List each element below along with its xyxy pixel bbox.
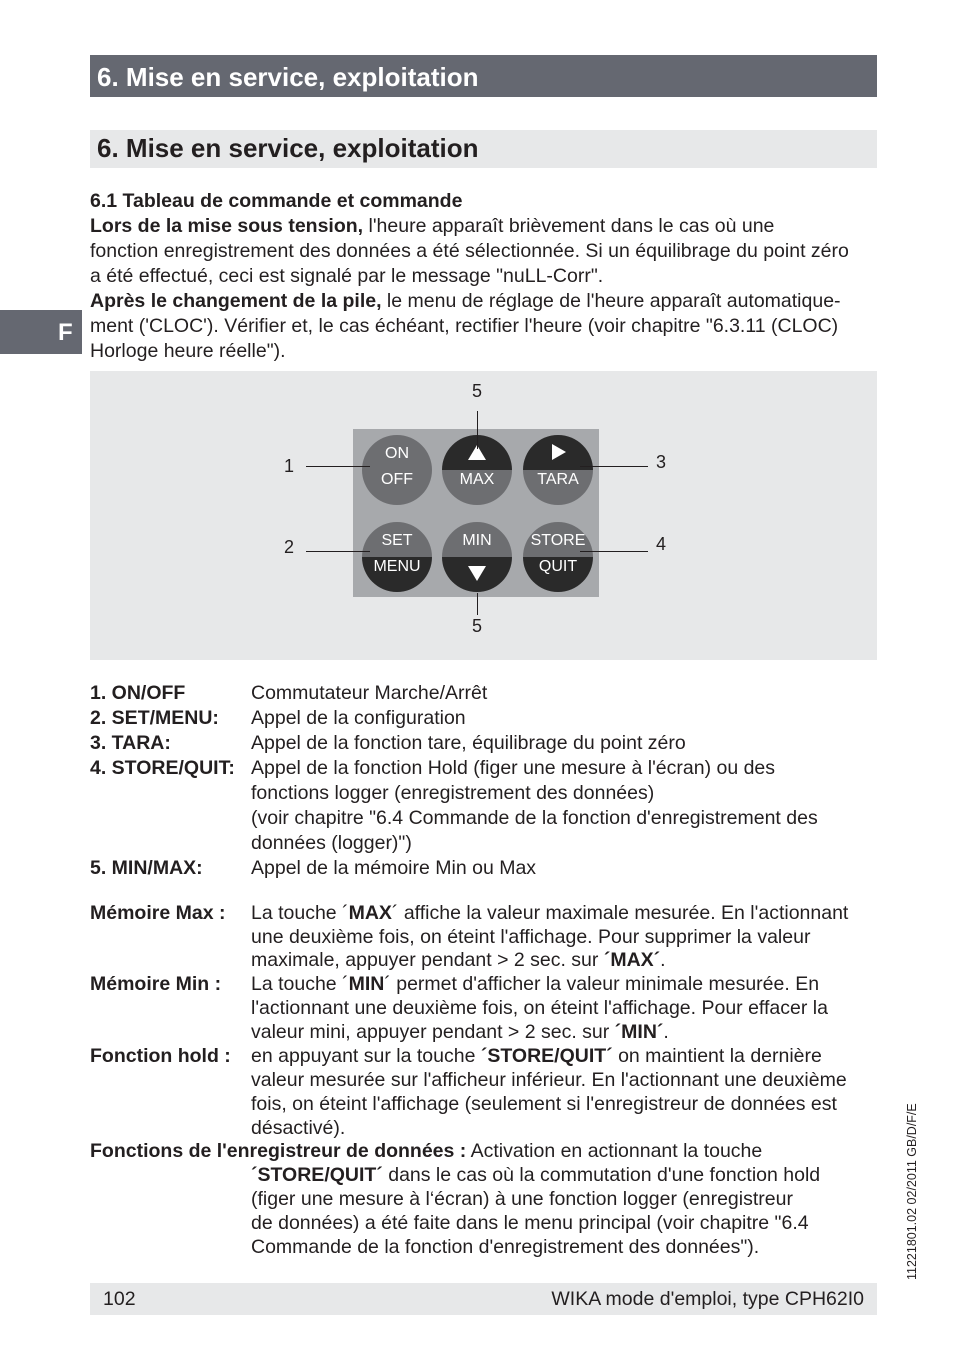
callout-1: 1 [284, 456, 295, 476]
key-list-term: 2. SET/MENU: [90, 707, 219, 729]
key-list-term: 1. ON/OFF [90, 682, 186, 704]
memoire-max-line: maximale, appuyer pendant > 2 sec. sur ´MAX´. [251, 949, 666, 971]
fonction-hold-term: Fonction hold : [90, 1045, 231, 1067]
key-list-description: Appel de la fonction Hold (figer une mesure à l'écran) ou des [251, 757, 776, 779]
store-label: STORE [530, 532, 586, 549]
key-list-description: Commutateur Marche/Arrêt [251, 682, 488, 704]
keypad [353, 429, 599, 597]
set-label: SET [381, 532, 413, 549]
document-code: 11221801.02 02/2011 GB/D/F/E [905, 1103, 919, 1280]
intro-text: l'heure apparaît brièvement dans le cas où une [363, 215, 775, 237]
memoire-max-line: une deuxième fois, on éteint l'affichage. Pour supprimer la valeur [251, 926, 811, 948]
intro-bold: Après le changement de la pile, [90, 290, 382, 312]
intro-line: ment ('CLOC'). Vérifier et, le cas échéant, rectifier l'heure (voir chapitre "6.3.11 (CLOC) [90, 315, 839, 337]
callout-line-4 [580, 551, 648, 552]
set-menu-key [362, 522, 432, 592]
intro-bold: Lors de la mise sous tension, [90, 215, 364, 237]
fonction-hold-line: fois, on éteint l'affichage (seulement si l'enregistreur de données est [251, 1093, 837, 1115]
memoire-min-line: l'actionnant une deuxième fois, on éteint l'affichage. Pour effacer la [251, 997, 828, 1019]
memoire-max-line: La touche ´MAX´ affiche la valeur maximale mesurée. En l'actionnant [251, 902, 849, 924]
intro-line: Horloge heure réelle"). [90, 340, 286, 362]
logger-line: (figer une mesure à l‘écran) à une fonction logger (enregistreur [251, 1188, 793, 1210]
max-label: MAX [459, 471, 495, 488]
footer-title: WIKA mode d'emploi, type CPH62I0 [551, 1288, 864, 1310]
key-list-term: 4. STORE/QUIT: [90, 757, 235, 779]
page-number: 102 [103, 1288, 136, 1310]
menu-label: MENU [373, 558, 421, 575]
callout-line-5-top [477, 411, 478, 449]
subsection-title: 6.1 Tableau de commande et commande [90, 190, 463, 212]
logger-line: Commande de la fonction d'enregistrement des données"). [251, 1236, 760, 1258]
down-arrow-icon [468, 566, 486, 581]
logger-line: de données) a été faite dans le menu principal (voir chapitre "6.4 [251, 1212, 809, 1234]
tara-label: TARA [537, 471, 579, 488]
memoire-min-line: La touche ´MIN´ permet d'afficher la valeur minimale mesurée. En [251, 973, 820, 995]
logger-line: Fonctions de l'enregistreur de données : Activation en actionnant la touche [90, 1140, 763, 1162]
quit-label: QUIT [538, 558, 578, 575]
memoire-max-term: Mémoire Max : [90, 902, 226, 924]
min-label: MIN [462, 532, 492, 549]
fonction-hold-line: en appuyant sur la touche ´STORE/QUIT´ on maintient la dernière [251, 1045, 822, 1067]
intro-line [90, 289, 841, 314]
callout-5-top: 5 [472, 381, 483, 401]
callout-line-2 [306, 551, 370, 552]
callout-3: 3 [656, 452, 667, 472]
key-list-description: Appel de la mémoire Min ou Max [251, 857, 537, 879]
callout-4: 4 [656, 534, 667, 554]
right-arrow-icon [552, 444, 566, 460]
fonction-hold-line: désactivé). [251, 1117, 346, 1139]
tara-key [523, 435, 593, 505]
section-title-band [90, 130, 877, 168]
callout-2: 2 [284, 537, 295, 557]
key-list-term: 5. MIN/MAX: [90, 857, 203, 879]
fonction-hold-line: valeur mesurée sur l'afficheur inférieur. En l'actionnant une deuxième [251, 1069, 847, 1091]
key-list-description: données (logger)") [251, 832, 412, 854]
intro-line [90, 214, 774, 239]
language-tab-label: F [58, 319, 73, 346]
header-band-title: 6. Mise en service, exploitation [97, 62, 479, 92]
min-key [442, 522, 512, 592]
key-list-description: (voir chapitre "6.4 Commande de la fonction d'enregistrement des [251, 807, 818, 829]
key-list-term: 3. TARA: [90, 732, 171, 754]
intro-text: le menu de réglage de l'heure apparaît automatique- [381, 290, 841, 312]
language-tab [0, 310, 82, 354]
intro-line: fonction enregistrement des données a été sélectionnée. Si un équilibrage du point zéro [90, 240, 849, 262]
callout-5-bottom: 5 [472, 616, 483, 636]
section-title: 6. Mise en service, exploitation [97, 133, 479, 163]
intro-line: a été effectué, ceci est signalé par le message "nuLL-Corr". [90, 265, 604, 287]
callout-line-1 [306, 466, 370, 467]
memoire-min-term: Mémoire Min : [90, 973, 222, 995]
page-footer [90, 1283, 877, 1315]
store-quit-key [523, 522, 593, 592]
on-label: ON [385, 445, 409, 462]
key-list-description: Appel de la fonction tare, équilibrage du point zéro [251, 732, 686, 754]
memoire-min-line: valeur mini, appuyer pendant > 2 sec. sur ´MIN´. [251, 1021, 669, 1043]
logger-term: Fonctions de l'enregistreur de données : [90, 1140, 467, 1162]
logger-line: ´STORE/QUIT´ dans le cas où la commutation d'une fonction hold [251, 1164, 821, 1186]
callout-line-5-bottom [477, 593, 478, 615]
key-list-description: Appel de la configuration [251, 707, 466, 729]
off-label: OFF [381, 471, 413, 488]
header-band [90, 55, 877, 97]
keypad-figure [90, 371, 877, 660]
on-off-key [362, 435, 432, 505]
callout-line-3 [580, 466, 648, 467]
key-list-description: fonctions logger (enregistrement des données) [251, 782, 655, 804]
